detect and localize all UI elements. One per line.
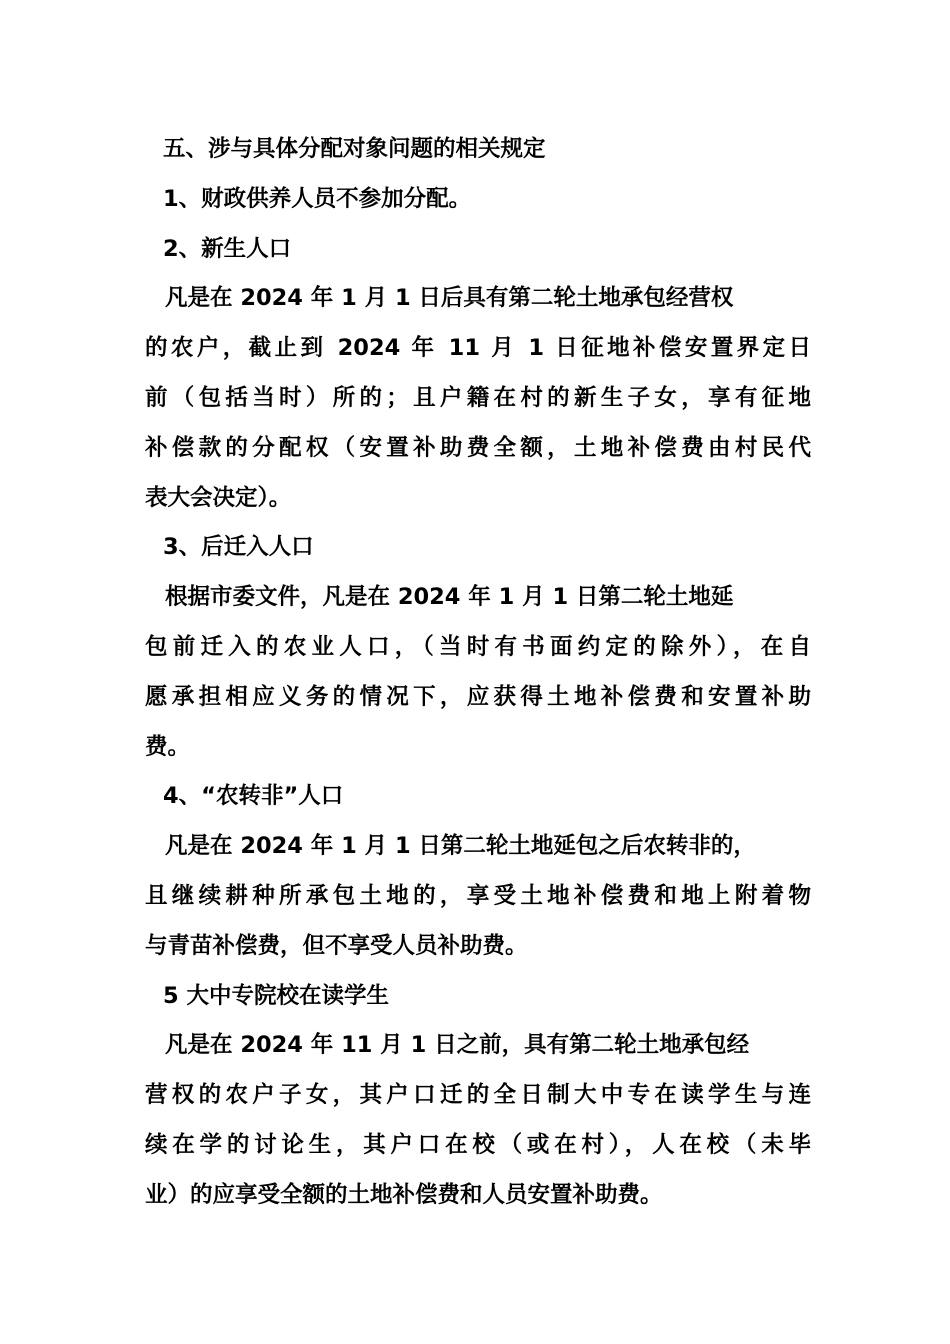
paragraph-line: 包前迁入的农业人口，（当时有书面约定的除外），在自	[145, 633, 811, 660]
item-heading: 1、财政供养人员不参加分配。	[163, 185, 472, 212]
paragraph-line: 凡是在 2024 年 11 月 1 日之前，具有第二轮土地承包经	[165, 1032, 750, 1059]
paragraph-line: 前（包括当时）所的；且户籍在村的新生子女，享有征地	[145, 384, 811, 411]
paragraph-line: 根据市委文件，凡是在 2024 年 1 月 1 日第二轮土地延	[165, 584, 734, 611]
paragraph-line: 补偿款的分配权（安置补助费全额，土地补偿费由村民代	[145, 434, 811, 461]
paragraph-line: 续在学的讨论生，其户口在校（或在村），人在校（未毕	[145, 1131, 811, 1158]
paragraph-line: 业）的应享受全额的土地补偿费和人员安置补助费。	[145, 1181, 663, 1208]
document-body	[145, 125, 811, 1221]
item-heading: 2、新生人口	[163, 235, 292, 262]
section-heading: 五、涉与具体分配对象问题的相关规定	[163, 136, 546, 162]
paragraph-line: 凡是在 2024 年 1 月 1 日后具有第二轮土地承包经营权	[165, 285, 734, 312]
paragraph-line: 营权的农户子女，其户口迁的全日制大中专在读学生与连	[145, 1082, 811, 1109]
item-heading: 5 大中专院校在读学生	[163, 982, 389, 1009]
paragraph-line: 的农户，截止到 2024 年 11 月 1 日征地补偿安置界定日	[145, 335, 811, 362]
paragraph-line: 凡是在 2024 年 1 月 1 日第二轮土地延包之后农转非的，	[165, 833, 756, 860]
item-heading: 4、“农转非”人口	[163, 783, 344, 810]
paragraph-line: 愿承担相应义务的情况下，应获得土地补偿费和安置补助	[145, 683, 811, 710]
item-heading: 3、后迁入人口	[163, 534, 314, 561]
paragraph-line: 表大会决定）。	[145, 484, 292, 511]
paragraph-line: 与青苗补偿费，但不享受人员补助费。	[145, 932, 528, 959]
paragraph-line: 且继续耕种所承包土地的，享受土地补偿费和地上附着物	[145, 882, 811, 909]
paragraph-line: 费。	[145, 733, 191, 760]
